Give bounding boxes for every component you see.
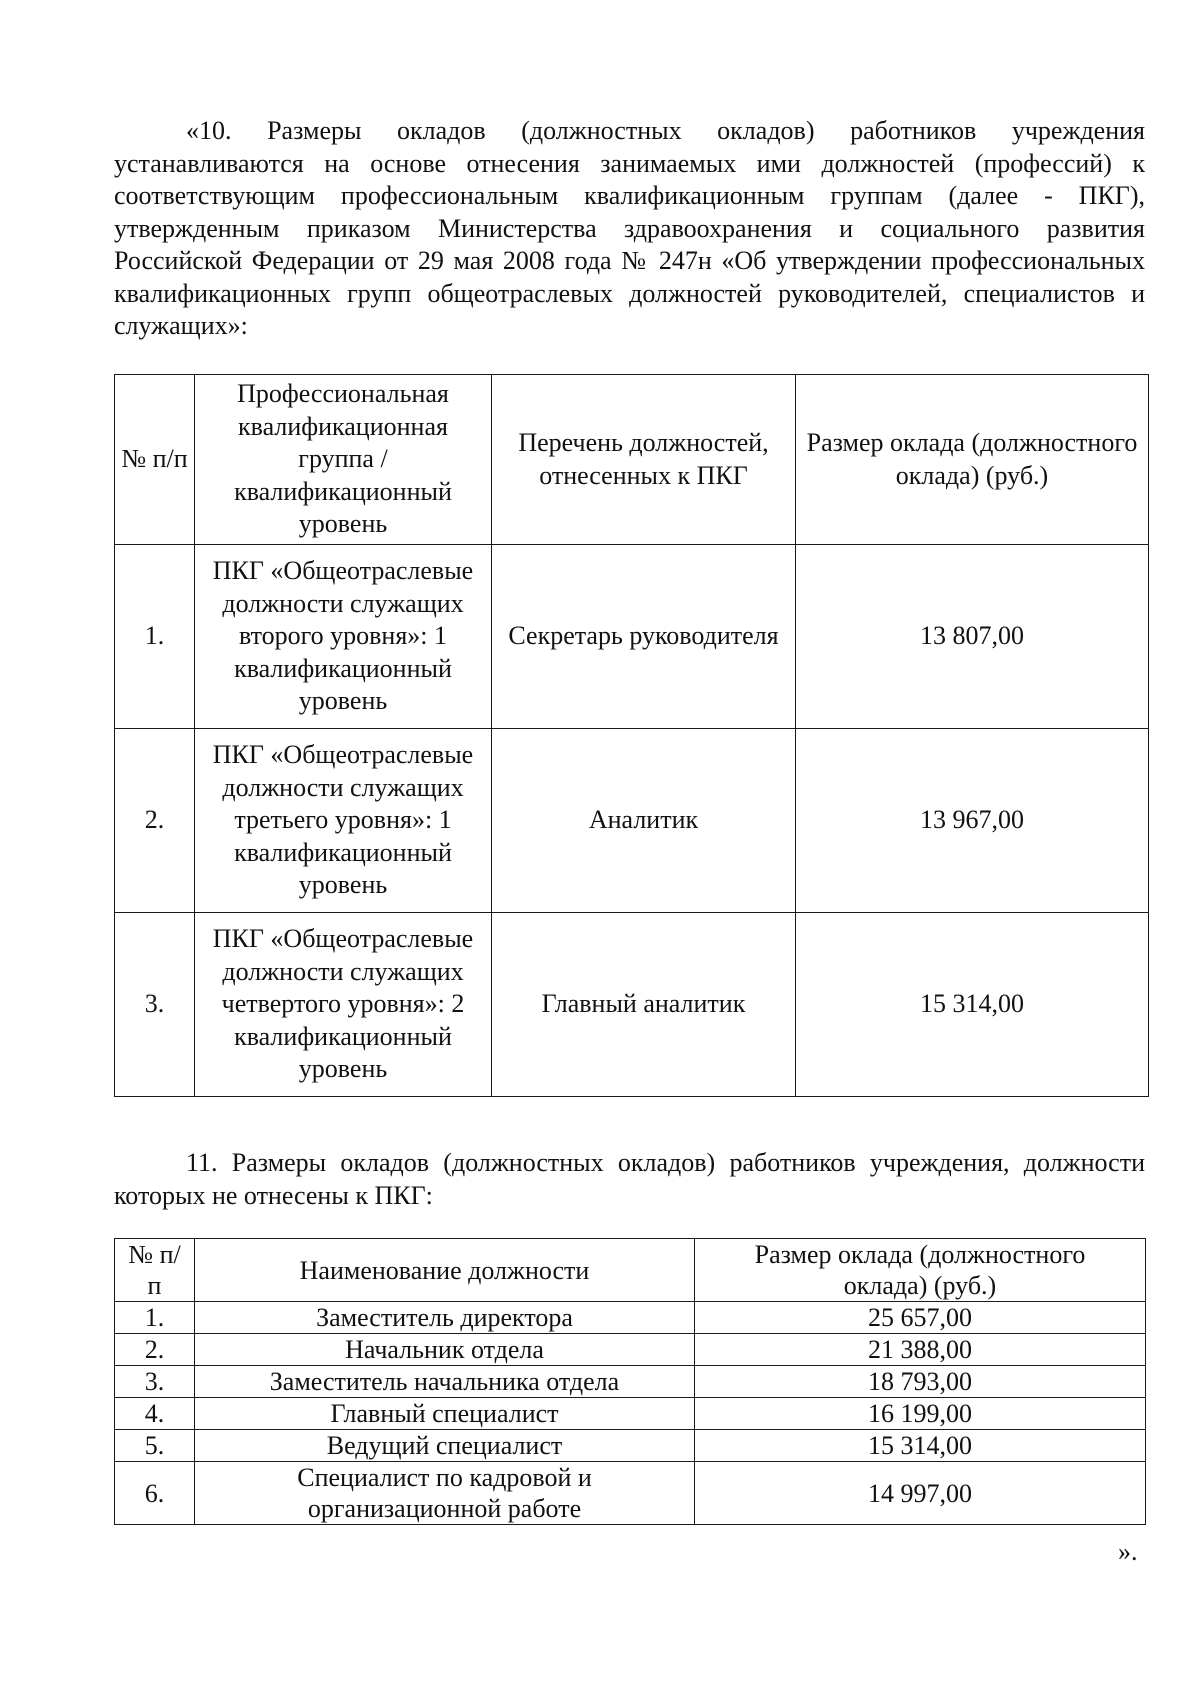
row-position: Заместитель директора <box>195 1302 695 1334</box>
table-row <box>115 1366 1146 1398</box>
row-position: Главный специалист <box>195 1398 695 1430</box>
row-position: Секретарь руководителя <box>492 545 796 729</box>
row-number: 1. <box>115 1302 195 1334</box>
closing-quote: ». <box>1118 1537 1138 1566</box>
header-number: № п/п <box>115 1239 195 1302</box>
row-position: Специалист по кадровой и организационной работе <box>195 1462 695 1525</box>
row-position: Заместитель начальника отдела <box>195 1366 695 1398</box>
row-number: 2. <box>115 1334 195 1366</box>
row-number: 2. <box>115 729 195 913</box>
row-position: Ведущий специалист <box>195 1430 695 1462</box>
row-group: ПКГ «Общеотраслевые должности служащих третьего уровня»: 1 квалификационный уровень <box>195 729 492 913</box>
section-10-paragraph <box>114 115 1145 343</box>
pkg-salary-table <box>114 374 1149 1097</box>
row-number: 3. <box>115 913 195 1097</box>
section-11-text: 11. Размеры окладов (должностных окладов) работников учреждения, должности которых не отнесены к ПКГ: <box>114 1148 1145 1210</box>
row-position: Аналитик <box>492 729 796 913</box>
row-number: 5. <box>115 1430 195 1462</box>
row-group: ПКГ «Общеотраслевые должности служащих второго уровня»: 1 квалификационный уровень <box>195 545 492 729</box>
section-10-text: «10. Размеры окладов (должностных окладов) работников учреждения устанавливаются на основе отнесения занимаемых ими должностей (профессий) к соответствующим профессиональным квалификационным группам (далее - ПКГ), утвержденным приказом Министерства здравоохранения и социального развития Российской Федерации от 29 мая 2008 года № 247н «Об утверждении профессиональных квалификационных групп общеотраслевых должностей руководителей, специалистов и служащих»: <box>114 116 1145 340</box>
row-position: Начальник отдела <box>195 1334 695 1366</box>
row-salary: 16 199,00 <box>695 1398 1146 1430</box>
row-salary: 15 314,00 <box>695 1430 1146 1462</box>
header-position: Наименование должности <box>195 1239 695 1302</box>
header-salary: Размер оклада (должностного оклада) (руб.) <box>796 375 1149 545</box>
table-header-row <box>115 375 1149 545</box>
table-row <box>115 1302 1146 1334</box>
row-number: 6. <box>115 1462 195 1525</box>
row-number: 1. <box>115 545 195 729</box>
row-salary: 15 314,00 <box>796 913 1149 1097</box>
row-salary: 18 793,00 <box>695 1366 1146 1398</box>
table-row <box>115 1334 1146 1366</box>
header-number: № п/п <box>115 375 195 545</box>
row-salary: 13 967,00 <box>796 729 1149 913</box>
table-row <box>115 545 1149 729</box>
table-row <box>115 913 1149 1097</box>
row-salary: 21 388,00 <box>695 1334 1146 1366</box>
header-group: Профессиональная квалификационная группа / квалификационный уровень <box>195 375 492 545</box>
header-positions: Перечень должностей, отнесенных к ПКГ <box>492 375 796 545</box>
table-row <box>115 1430 1146 1462</box>
row-number: 3. <box>115 1366 195 1398</box>
row-salary: 13 807,00 <box>796 545 1149 729</box>
row-salary: 25 657,00 <box>695 1302 1146 1334</box>
table-row <box>115 1398 1146 1430</box>
other-positions-table <box>114 1238 1146 1525</box>
section-11-paragraph <box>114 1147 1145 1212</box>
table-row <box>115 1462 1146 1525</box>
table-header-row <box>115 1239 1146 1302</box>
row-salary: 14 997,00 <box>695 1462 1146 1525</box>
table-row <box>115 729 1149 913</box>
header-salary: Размер оклада (должностного оклада) (руб.) <box>695 1239 1146 1302</box>
row-group: ПКГ «Общеотраслевые должности служащих четвертого уровня»: 2 квалификационный уровень <box>195 913 492 1097</box>
row-position: Главный аналитик <box>492 913 796 1097</box>
row-number: 4. <box>115 1398 195 1430</box>
